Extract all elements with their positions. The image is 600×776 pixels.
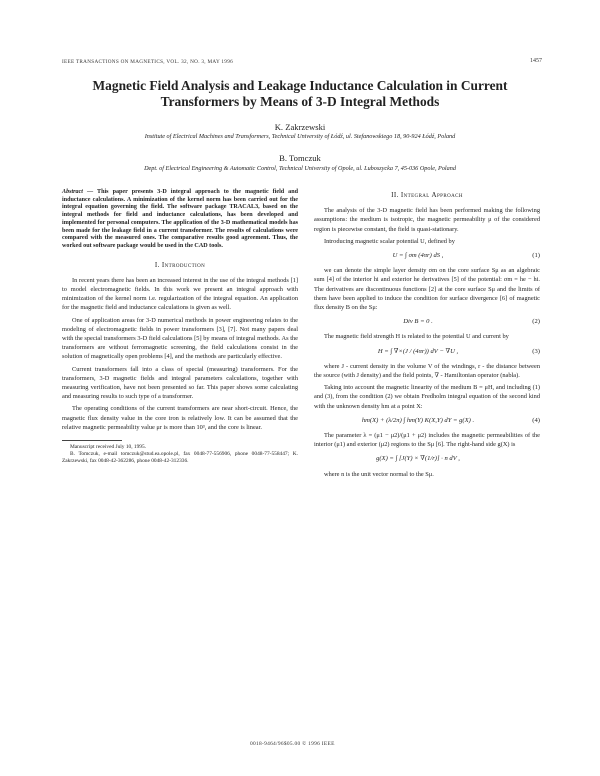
equation-body: U = ∫ σm (4πr) dS ,: [392, 252, 444, 260]
abstract-text: This paper presents 3-D integral approach to the magnetic field and inductance calculations. A minimization of the kernel norm has been carried out for the integral equation governing the field. The software package TRACAL3, based on the integral methods for field and inductance calculations, has been developed and implemented for personal computers. The application of the 3-D mathematical models has been made for the leakage field in a current transformer. The results of calculations were compared with the measured ones. The comparative results good agreement. Thus, the worked out software package would be used in the CAD tools.: [62, 189, 299, 249]
abstract-lead: Abstract: [62, 189, 83, 195]
equation-1: [314, 251, 540, 260]
equation-5: [314, 454, 540, 463]
equation-number: (3): [532, 347, 540, 355]
running-header: IEEE TRANSACTIONS ON MAGNETICS, VOL. 32, NO. 3, MAY 1996: [62, 59, 233, 65]
author-name-2: B. Tomczuk: [279, 153, 321, 163]
author-affiliation-1: Institute of Electrical Machines and Transformers, Technical University of Łódź, ul. Stefanowskiego 18, 90-924 Łódź, Poland: [144, 133, 456, 140]
equation-2: [314, 317, 540, 326]
paragraph: where n is the unit vector normal to the Sμ.: [324, 470, 434, 478]
paragraph: Current transformers fall into a class of special (measuring) transformers. For the transformers, 3-D magnetic fields and integral parameters calculations, together with measuring verification, have not been presented so far. This paper shows some calculating and measuring results to such type of a transformer.: [62, 365, 298, 401]
equation-body: H = ∫ ∇×(J / (4πr)) dV − ∇U ,: [377, 347, 459, 355]
equation-body: Div B = 0 .: [403, 318, 433, 326]
right-column: [314, 189, 540, 482]
equation-3: [314, 347, 540, 356]
left-column: [62, 189, 298, 465]
section-heading-introduction: I. Introduction: [154, 260, 206, 269]
paragraph: we can denote the simple layer density σm on the core surface Sμ as an algebraic sum [4] of the interior hi and exterior he derivatives [5] of the potential: σm = he − hi. The derivatives are discontinuous functions [2] at the core surface Sμ and the limits of them have been applied to induce the condition for surface divergence [6] of magnetic flux density B on the Sμ:: [314, 267, 540, 312]
paragraph: Taking into account the magnetic linearity of the medium B = μH, and including (1) and (3), from the condition (2) we obtain Fredholm integral equation of the second kind with the unknown density hm at a point X:: [314, 384, 540, 410]
paragraph: The magnetic field strength H is related to the potential U and current by: [324, 333, 509, 341]
paragraph: The analysis of the 3-D magnetic field has been performed making the following assumptions: the medium is isotropic, the magnetic permeability μ of the considered region is piecewise constant, the field is quasi-stationary.: [314, 207, 540, 233]
paper-title: Magnetic Field Analysis and Leakage Inductance Calculation in Current Transformers by Means of 3-D Integral Methods: [92, 78, 508, 109]
equation-number: (1): [532, 252, 540, 260]
copyright-line: 0018-9464/96$05.00 © 1996 IEEE: [250, 741, 335, 747]
footnote-rule: [62, 440, 122, 441]
paragraph: where J - current density in the volume V of the windings, r - the distance between the source (with J density) and the field points, ∇ - Hamiltonian operator (nabla).: [314, 362, 540, 380]
section-heading-integral-approach: II. Integral Approach: [391, 191, 463, 199]
footnote: B. Tomczuk, e-mail tomczuk@stud.ea.opole.pl, fax 0048-77-556906, phone 0048-77-558447; K. Zakrzewski, fax 0048-42-362286, phone 0048-42-312336.: [62, 451, 298, 465]
abstract: Abstract — This paper presents 3-D integral approach to the magnetic field and inductance calculations. A minimization of the kernel norm has been carried out for the integral equation governing the field. The software package TRACAL3, based on the integral methods for field and inductance calculations, has been developed and implemented for personal computers. The application of the 3-D mathematical models has been made for the leakage field in a current transformer. The results of calculations were compared with the measured ones. The comparative results good agreement. Thus, the worked out software package would be used in the CAD tools.: [62, 189, 299, 249]
equation-number: (2): [532, 318, 540, 326]
paragraph: Introducing magnetic scalar potential U, defined by: [324, 237, 455, 245]
footnote: Manuscript received July 10, 1995.: [70, 444, 147, 451]
author-affiliation-2: Dept. of Electrical Engineering & Automatic Control, Technical University of Opole, ul. Luboszycka 7, 45-036 Opole, Poland: [144, 165, 456, 172]
paragraph: One of application areas for 3-D numerical methods in power engineering relates to the modeling of electromagnetic fields in power transformers [3], [7]. Not many papers deal with the special transformers 3-D field calculations [5] by means of integral methods. As the transformers are without ferromagnetic screening, the field calculations consist in the solution of magnetically open problems [4], and the methods are particularly effective.: [62, 316, 298, 361]
paragraph: The operating conditions of the current transformers are near short-circuit. Hence, the magnetic flux density value in the core iron is relatively low. It can be assumed that the relative magnetic permeability value μr is more than 10³, and the core is linear.: [62, 405, 298, 431]
equation-body: hm(X) + (λ/2π) ∫ hm(Y) K(X,Y) dY = g(X) .: [361, 416, 475, 424]
equation-body: g(X) = ∫ [J(Y) × ∇(1/r)] · n dV ,: [376, 455, 460, 463]
paragraph: The parameter λ = (μ1 − μ2)/(μ1 + μ2) includes the magnetic permeabilities of the interior (μ1) and exterior (μ2) regions to the Sμ [6]. The right-hand side g(X) is: [314, 432, 540, 449]
page-number: 1457: [530, 58, 542, 64]
equation-number: (4): [532, 416, 540, 424]
equation-4: [314, 416, 540, 425]
author-name-1: K. Zakrzewski: [274, 122, 326, 132]
paragraph: In recent years there has been an increased interest in the use of the integral methods [1] to model electromagnetic fields. In this work we present an integral approach with minimization of the kernel norm i.e. regularization of the integral equation. An application for the magnetic field and inductance calculations is given as well.: [62, 276, 298, 312]
